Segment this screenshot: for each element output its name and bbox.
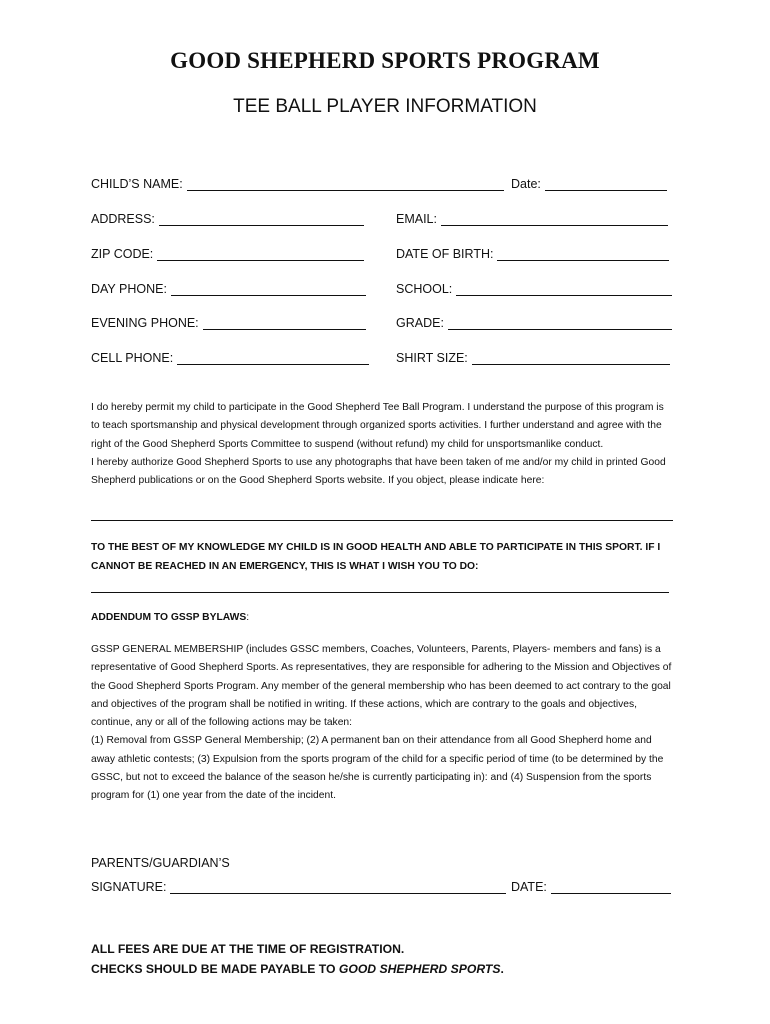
day-phone-label: DAY PHONE: (91, 282, 167, 296)
signature-field[interactable] (91, 878, 506, 894)
signature-date-line[interactable] (551, 881, 671, 894)
evening-phone-line[interactable] (203, 317, 366, 330)
shirt-size-field[interactable] (396, 349, 670, 365)
checks-payable-suffix: . (500, 962, 504, 976)
photo-authorization-paragraph: I hereby authorize Good Shepherd Sports to use any photographs that have been taken of me and/or my child in printed Good Shepherd publications or on the Good Shepherd Sports website. If you object, please indicate here: (91, 456, 666, 487)
cell-phone-line[interactable] (177, 352, 369, 365)
date-of-birth-line[interactable] (497, 248, 669, 261)
address-label: ADDRESS: (91, 212, 155, 226)
signature-label: SIGNATURE: (91, 880, 167, 894)
permission-paragraph: I do hereby permit my child to participate in the Good Shepherd Tee Ball Program. I understand the purpose of this program is to teach sportsmanship and physical development through organized sports activities. I further understand and agree with the right of the Good Shepherd Sports Committee to suspend (without refund) my child for unsportsmanlike conduct. (91, 402, 664, 450)
email-label: EMAIL: (396, 212, 437, 226)
evening-phone-field[interactable] (91, 314, 366, 330)
addendum-heading-text: ADDENDUM TO GSSP BYLAWS (91, 612, 247, 623)
membership-paragraph: GSSP GENERAL MEMBERSHIP (includes GSSC members, Coaches, Volunteers, Parents, Players- members and fans) is a representative of Good Shepherd Sports. As representatives, they are responsible for adhering to the Mission and Objectives of the Good Shepherd Sports Program. Any member of the general membership who has been deemed to act contrary to the goal and objectives of the program shall be notified in writing. If these actions, which are contrary to the goals and objectives, continue, any or all of the following actions may be taken: (91, 644, 672, 729)
addendum-heading (91, 612, 249, 623)
form-title: GOOD SHEPHERD SPORTS PROGRAM (170, 48, 600, 73)
zip-code-label: ZIP CODE: (91, 247, 154, 261)
date-line[interactable] (545, 178, 667, 191)
day-phone-line[interactable] (171, 283, 366, 296)
signature-date-field[interactable] (511, 878, 671, 894)
zip-code-line[interactable] (157, 248, 364, 261)
payee-name: GOOD SHEPHERD SPORTS (338, 962, 501, 976)
signature-line[interactable] (170, 881, 506, 894)
cell-phone-field[interactable] (91, 349, 369, 365)
date-label: Date: (511, 177, 541, 191)
childs-name-line[interactable] (187, 178, 504, 191)
school-field[interactable] (396, 280, 672, 296)
fees-notice (91, 939, 504, 979)
health-statement: TO THE BEST OF MY KNOWLEDGE MY CHILD IS IN GOOD HEALTH AND ABLE TO PARTICIPATE IN THIS SPORT. IF I CANNOT BE REACHED IN AN EMERGENCY, THIS IS WHAT I WISH YOU TO DO: (91, 542, 661, 572)
shirt-size-label: SHIRT SIZE: (396, 351, 468, 365)
addendum-heading-colon: : (246, 612, 250, 623)
fees-due-line: ALL FEES ARE DUE AT THE TIME OF REGISTRATION. (91, 942, 405, 956)
grade-line[interactable] (448, 317, 672, 330)
school-line[interactable] (456, 283, 672, 296)
date-of-birth-label: DATE OF BIRTH: (396, 247, 494, 261)
parents-guardian-label: PARENTS/GUARDIAN’S (91, 856, 230, 870)
zip-code-field[interactable] (91, 245, 364, 261)
email-line[interactable] (441, 213, 668, 226)
form-subtitle: TEE BALL PLAYER INFORMATION (233, 96, 537, 117)
grade-field[interactable] (396, 314, 672, 330)
date-of-birth-field[interactable] (396, 245, 669, 261)
checks-payable-line (91, 959, 504, 979)
signature-date-label: DATE: (511, 880, 547, 894)
photo-objection-line[interactable] (91, 520, 673, 521)
checks-payable-prefix: CHECKS SHOULD BE MADE PAYABLE TO (91, 962, 339, 976)
email-field[interactable] (396, 210, 668, 226)
emergency-instructions-line[interactable] (91, 592, 669, 593)
childs-name-label: CHILD’S NAME: (91, 177, 183, 191)
evening-phone-label: EVENING PHONE: (91, 316, 199, 330)
day-phone-field[interactable] (91, 280, 366, 296)
school-label: SCHOOL: (396, 282, 453, 296)
shirt-size-line[interactable] (472, 352, 670, 365)
childs-name-field[interactable] (91, 175, 504, 191)
cell-phone-label: CELL PHONE: (91, 351, 174, 365)
grade-label: GRADE: (396, 316, 444, 330)
permission-statement (91, 399, 675, 490)
date-field[interactable] (511, 175, 667, 191)
addendum-body (91, 641, 677, 806)
address-field[interactable] (91, 210, 364, 226)
actions-paragraph: (1) Removal from GSSP General Membership; (2) A permanent ban on their attendance from all Good Shepherd home and away athletic contests; (3) Expulsion from the sports program of the child for a specific period of time (to be determined by the GSSC, but not to exceed the balance of the season he/she is currently participating in): and (4) Suspension from the sports program for (1) one year from the date of the incident. (91, 735, 664, 802)
address-line[interactable] (159, 213, 364, 226)
